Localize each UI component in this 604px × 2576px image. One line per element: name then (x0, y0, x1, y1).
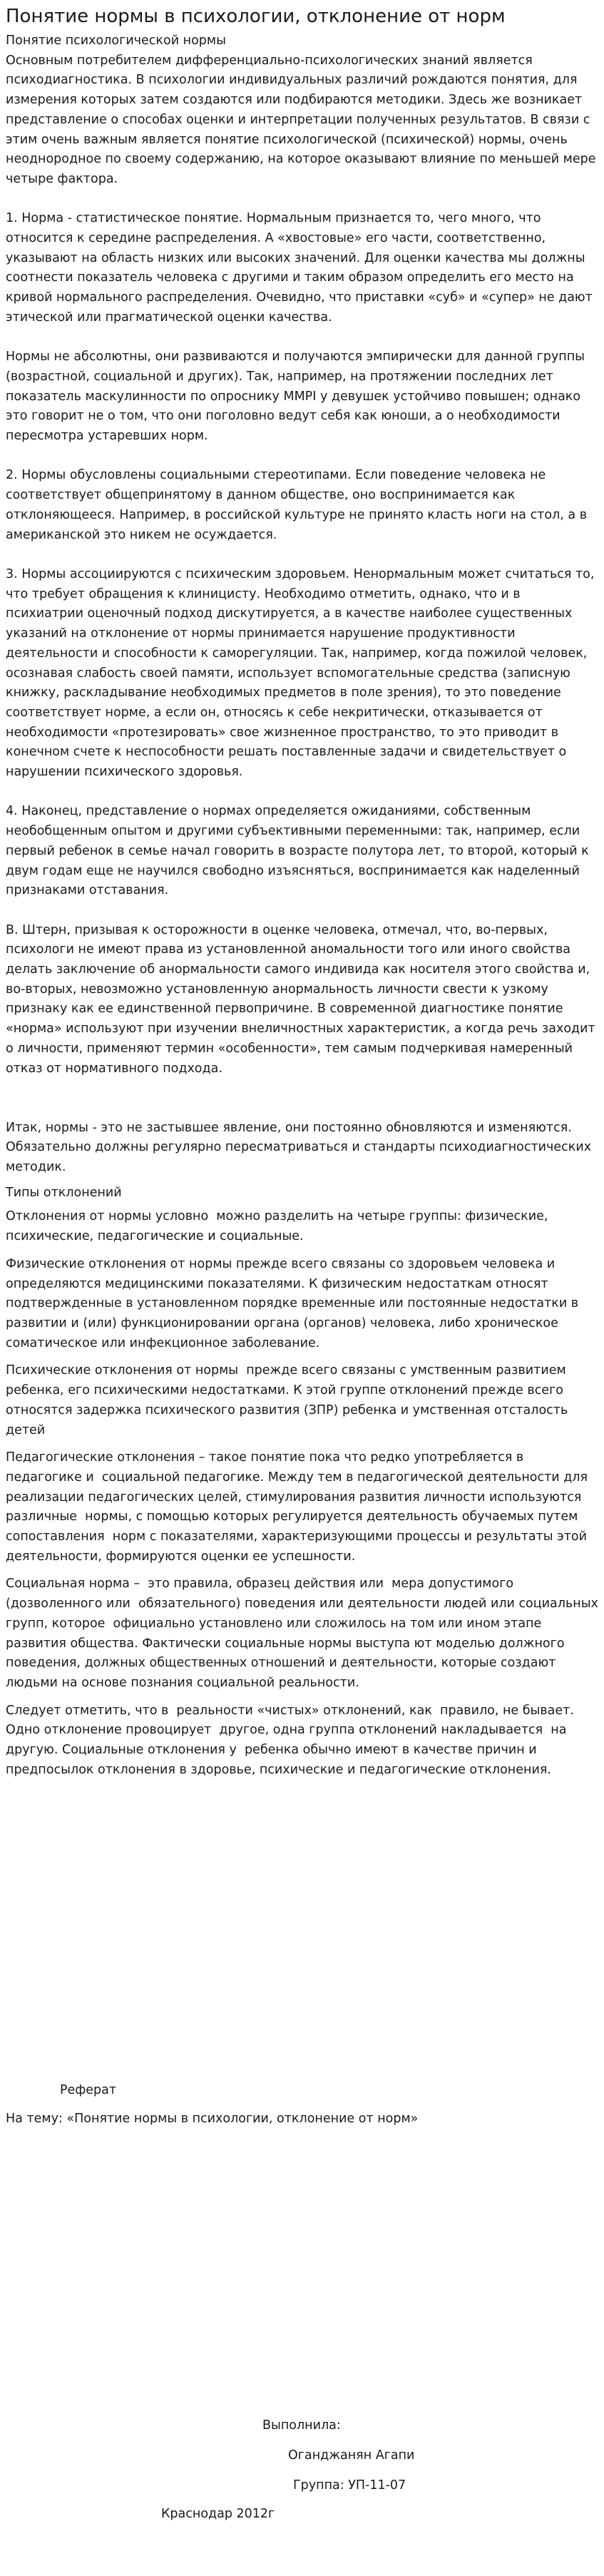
norms-section-text: Понятие психологической нормы Основным потребителем дифференциально-психологических знаний является психодиагностика. В психологии индивидуальных различий рождаются понятия, для измерения которых затем создаются или подбираются методики. Здесь же возникает представление о способах оценки и интерпретации полученных результатов. В связи с этим очень важным является понятие психологической (психической) нормы, очень неоднородное по своему содержанию, на которое оказывают влияние по меньшей мере четыре фактора. 1. Норма - статистическое понятие. Нормальным признается то, чего много, что относится к середине распределения. А «хвостовые» его части, соответственно, указывают на область низких или высоких значений. Для оценки качества мы должны соотнести показатель человека с другими и таким образом определить его место на кривой нормального распределения. Очевидно, что приставки «суб» и «супер» не дают этической или прагматической оценки качества. Нормы не абсолютны, они развиваются и получаются эмпирически для данной группы (возрастной, социальной и других). Так, например, на протяжении последних лет показатель маскулинности по опроснику MMPI у девушек устойчиво повышен; однако это говорит не о том, что они поголовно ведут себя как юноши, а о необходимости пересмотра устаревших норм. 2. Нормы обусловлены социальными стереотипами. Если поведение человека не соответствует общепринятому в данном обществе, оно воспринимается как отклоняющееся. Например, в российской культуре не принято класть ноги на стол, а в американской это никем не осуждается. 3. Нормы ассоциируются с психическим здоровьем. Ненормальным может считаться то, что требует обращения к клиницисту. Необходимо отметить, однако, что и в психиатрии оценочный подход дискутируется, а в качестве наиболее существенных указаний на отклонение от нормы принимается нарушение продуктивности деятельности и способности к саморегуляции. Так, например, когда пожилой человек, осознавая слабость своей памяти, использует вспомогательные средства (записную книжку, раскладывание необходимых предметов в поле зрения), то это поведение соответствует норме, а если он, относясь к себе некритически, отказывается от необходимости «протезировать» свое жизненное пространство, то это приводит в конечном счете к неспособности решать поставленные задачи и свидетельствует о нарушении психического здоровья. 4. Наконец, представление о нормах определяется ожиданиями, собственным необобщенным опытом и другими субъективными переменными: так, например, если первый ребенок в семье начал говорить в возрасте полутора лет, то второй, который к двум годам еще не научился свободно изъясняться, воспринимается как наделенный признаками отставания. В. Штерн, призывая к осторожности в оценке человека, отмечал, что, во-первых, психологи не имеют права из установленной аномальности того или иного свойства делать заключение об анормальности самого индивида как носителя этого свойства и, во-вторых, невозможно установленную анормальность личности свести к узкому признаку как ее единственной первопричине. В современной диагностике понятие «норма» используют при изучении внеличностных характеристик, а когда речь заходит о личности, применяют термин «особенности», тем самым подчеркивая намеренный отказ от нормативного подхода. Итак, нормы - это не застывшее явление, они постоянно обновляются и изменяются. Обязательно должны регулярно пересматриваться и стандарты психодиагностических методик. (6, 34, 596, 1175)
document-body (6, 0, 603, 1788)
pedagogical-deviations-paragraph: Педагогические отклонения – такое понятие пока что редко употребляется в педагогике и социальной педагогике. Между тем в педагогической деятельности для реализации педагогических целей, стимулирования развития личности используются различные нормы, с помощью которых регулируется деятельность обучаемых путем сопоставления норм с показателями, характеризующими процессы и результаты этой деятельности, формируются оценки ее успешности. (6, 1450, 596, 1564)
social-norm-paragraph: Социальная норма – это правила, образец действия или мера допустимого (дозволенного или обязательного) поведения или деятельности людей или социальных групп, которое официально установлено или сложилось на том или ином этапе развития общества. Фактически социальные нормы выступа ют моделью должного поведения, должных общественных отношений и деятельности, которые создают людьми на основе познания социальной реальности. (6, 1577, 603, 1690)
conclusion-paragraph: Следует отметить, что в реальности «чистых» отклонений, как правило, не бывает. Одно отклонение провоцирует другое, одна группа отклонений накладывается на другую. Социальные отклонения у ребенка обычно имеют в качестве причин и предпосылок отклонения в здоровье, психические и педагогические отклонения. (6, 1703, 578, 1777)
work-type-label: Реферат (60, 2083, 117, 2097)
mental-deviations-paragraph: Психические отклонения от нормы прежде всего связаны с умственным развитием ребенка, его психическими недостатками. К этой группе отклонений прежде всего относятся задержка психического развития (ЗПР) ребенка и умственная отсталость детей (6, 1363, 572, 1437)
physical-deviations-paragraph: Физические отклонения от нормы прежде всего связаны со здоровьем человека и определяются медицинскими показателями. К физическим недостаткам относят подтвержденные в установленном порядке временные или постоянные недостатки в развитии и (или) функционировании органа (органов) человека, либо хроническое соматическое или инфекционное заболевание. (6, 1256, 583, 1350)
city-year-label: Краснодар 2012г (161, 2507, 275, 2521)
deviations-section-title: Типы отклонений (6, 1185, 122, 1200)
topic-line: На тему: «Понятие нормы в психологии, отклонение от норм» (6, 2112, 419, 2126)
performed-by-label: Выполнила: (262, 2418, 341, 2433)
group-label: Группа: УП-11-07 (293, 2478, 406, 2493)
page-title: Понятие нормы в психологии, отклонение от норм (6, 6, 506, 27)
deviations-intro-paragraph: Отклонения от нормы условно можно разделить на четыре группы: физические, психические, педагогические и социальные. (6, 1209, 553, 1244)
author-name: Оганджанян Агапи (288, 2448, 415, 2463)
